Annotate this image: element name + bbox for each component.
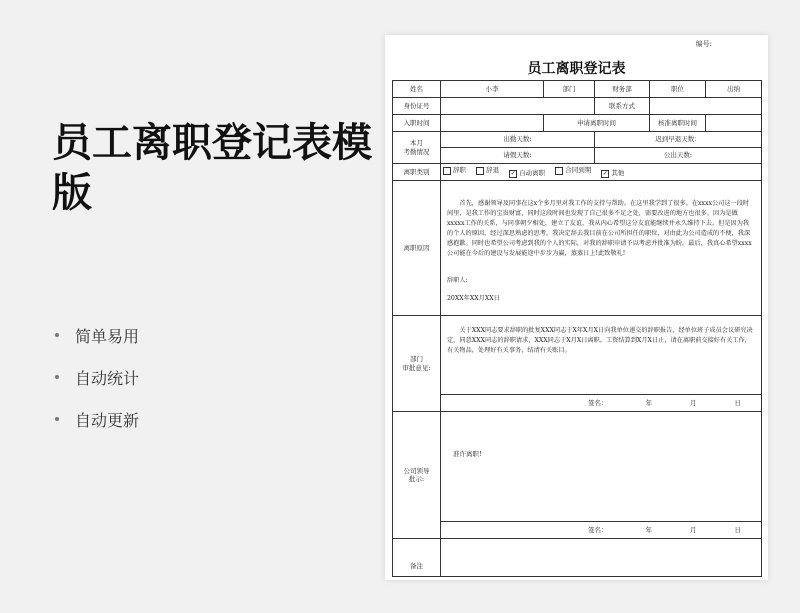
feature-item — [55, 356, 139, 398]
attendance-label: 本月 考勤情况 — [393, 132, 441, 164]
feature-item — [55, 398, 139, 440]
feature-item — [55, 314, 139, 356]
hire-label: 入职时间 — [393, 115, 441, 132]
day-label: 日 — [734, 398, 741, 407]
sign-label: 签名： — [588, 398, 608, 407]
year-label: 年 — [645, 525, 652, 534]
company-opinion-text: 准许离职! — [453, 450, 482, 458]
type-option[interactable] — [555, 166, 591, 174]
resignation-form-table — [392, 80, 762, 577]
company-sign-row — [441, 522, 762, 539]
checkbox-icon[interactable] — [555, 167, 563, 175]
contact-value[interactable] — [650, 98, 762, 115]
feature-label: 自动统计 — [75, 368, 140, 388]
id-value[interactable] — [441, 98, 595, 115]
type-label: 离职类别 — [393, 164, 441, 181]
remark-value[interactable] — [441, 539, 762, 577]
sign-label: 签名： — [588, 525, 608, 534]
checkbox-checked-icon[interactable]: ✓ — [602, 169, 608, 177]
type-option[interactable] — [601, 169, 624, 177]
reason-label: 离职原因 — [393, 181, 441, 316]
year-label: 年 — [645, 398, 652, 407]
name-value[interactable]: 小李 — [441, 81, 544, 98]
hire-value[interactable] — [441, 115, 544, 132]
name-label: 姓名 — [393, 81, 441, 98]
checkbox-checked-icon[interactable]: ✓ — [510, 169, 516, 177]
id-label: 身份证号 — [393, 98, 441, 115]
contact-label: 联系方式 — [595, 98, 650, 115]
dept-opinion-text: 关于XXX同志要求辞职的批复XXX同志于X年X月X日向我单位递交的辞职报告，经单位班子成员会议研究决定，同意XXX同志的辞职请求，XXX同志于X月X日离职。工资结算到X月X日止，请在离职前交接好有关工作，有关物品，处理好有关事务，结清有关账目。 — [447, 327, 753, 354]
position-value[interactable]: 出纳 — [706, 81, 762, 98]
dept-value[interactable]: 财务部 — [595, 81, 650, 98]
reason-text: 首先，感谢领导及同事在这x个多月里对我工作的支持与帮助。在这里我学到了很多。在xxxx公司这一段时间里，是我工作的宝贵财富，同时这段时间也发现了自己很多不足之处，需要改进的地方也很多。因为是做xxxxx工作的关系，与同事朝夕相处，建立了友谊，我从内心希望这分友谊能继续并永久维持下去。但是因为我的个人的原因，经过深思熟虑的思考，我决定辞去我目前在公司所担任的职位，对由此为公司造成的不便，我深感抱歉。同时也希望公司考虑到我的个人的实际，对我的辞职申请予以考虑并批准为盼。最后，我真心希望xxxx公司能在今后的建设与发展能途中步步为赢，蒸蒸日上!此致敬礼! — [447, 200, 752, 257]
late-days[interactable]: 迟到早退天数： — [595, 132, 762, 148]
feature-label: 自动更新 — [75, 410, 140, 430]
day-label: 日 — [734, 525, 741, 534]
position-label: 职位 — [650, 81, 706, 98]
feature-label: 简单易用 — [75, 326, 140, 346]
checkbox-icon[interactable] — [443, 167, 451, 175]
type-option-label: 辞退 — [486, 166, 500, 175]
hero-title: 员工离职登记表模版 — [52, 120, 372, 216]
type-option[interactable] — [509, 169, 545, 177]
form-title: 员工离职登记表 — [527, 61, 626, 77]
bullet-icon — [55, 375, 59, 379]
type-options — [441, 164, 762, 181]
type-option[interactable] — [443, 166, 466, 174]
type-option-label: 其他 — [611, 169, 625, 178]
type-option-label: 合同到期 — [565, 166, 592, 175]
company-opinion-content[interactable] — [441, 412, 762, 522]
type-option-label: 自动离职 — [519, 169, 546, 178]
remark-label: 备注 — [393, 539, 441, 577]
resign-date: 20XX年XX月XX日 — [447, 295, 500, 303]
month-label: 月 — [690, 525, 697, 534]
serial-label: 编号: — [695, 40, 712, 48]
month-label: 月 — [690, 398, 697, 407]
apply-label: 申请离职时间 — [544, 115, 650, 132]
resigner-label: 辞职人: — [447, 277, 468, 284]
approve-label: 核准离职时间 — [650, 115, 706, 132]
company-opinion-label: 公司领导 批示: — [393, 412, 441, 539]
leave-days[interactable]: 请假天数: — [441, 148, 595, 164]
reason-content[interactable] — [441, 181, 762, 316]
dept-opinion-content[interactable] — [441, 316, 762, 395]
dept-opinion-label: 部门 审批意见: — [393, 316, 441, 412]
feature-list — [55, 314, 139, 440]
approve-value[interactable] — [706, 115, 762, 132]
type-option-label: 辞职 — [453, 166, 466, 175]
dept-sign-row — [441, 395, 762, 412]
bullet-icon — [55, 333, 59, 337]
attendance-days[interactable]: 出勤天数: — [441, 132, 595, 148]
checkbox-icon[interactable] — [476, 167, 484, 175]
form-document — [385, 35, 768, 580]
business-days[interactable]: 公出天数: — [595, 148, 762, 164]
type-option[interactable] — [476, 166, 499, 174]
dept-label: 部门 — [544, 81, 595, 98]
bullet-icon — [55, 417, 59, 421]
